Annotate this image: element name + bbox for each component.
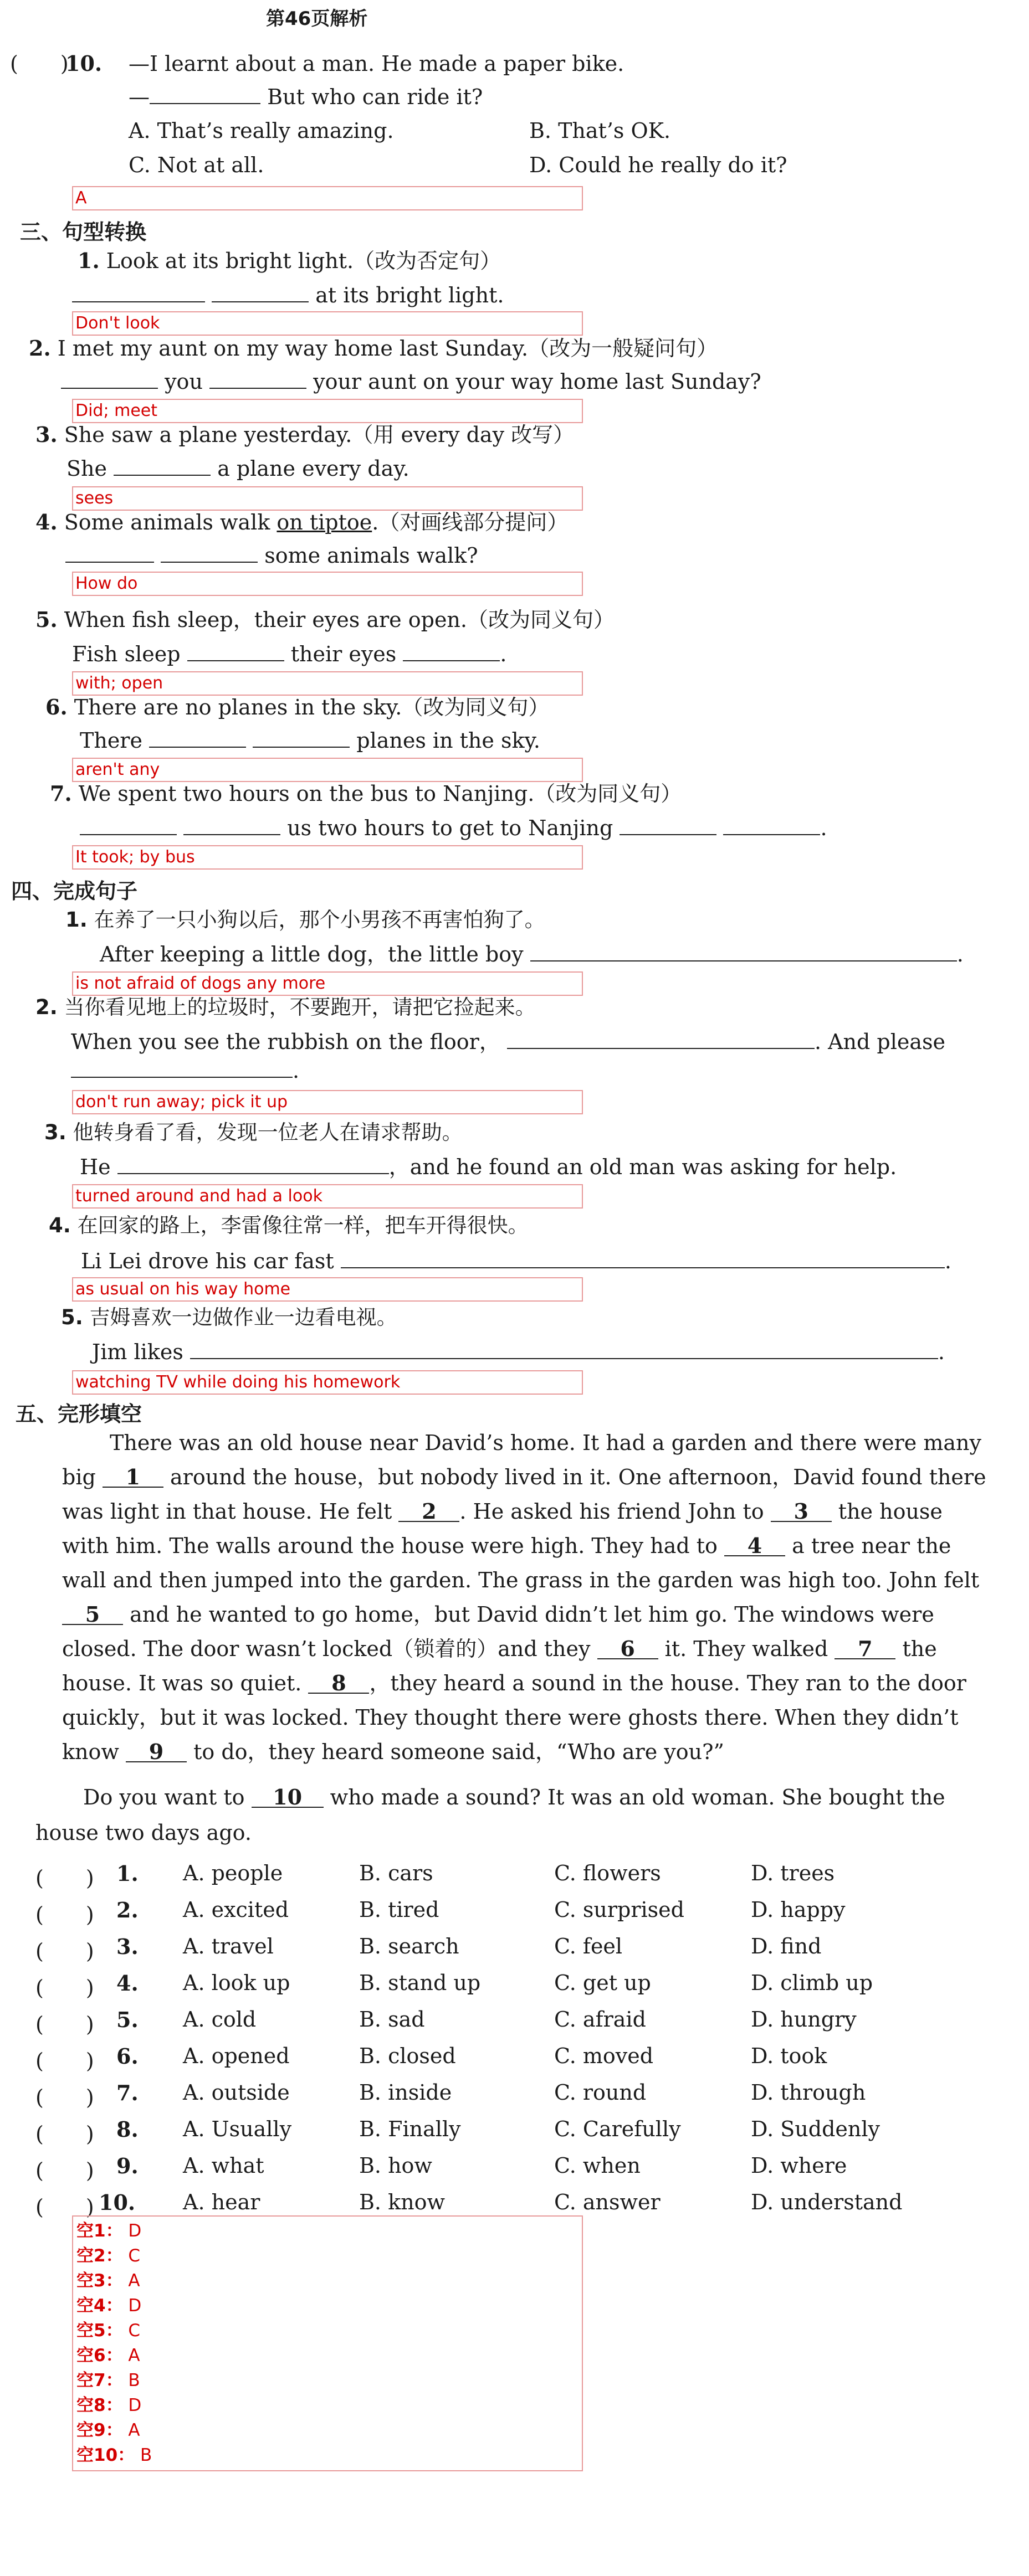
- s3-q4-line: some animals walk?: [65, 543, 478, 568]
- q10-number: 10.: [65, 51, 103, 76]
- cloze-blank-2[interactable]: 2: [398, 1499, 459, 1522]
- question-number: 7.: [116, 2080, 139, 2105]
- q10-blank[interactable]: [150, 84, 260, 104]
- option-d[interactable]: D. understand: [751, 2190, 903, 2214]
- q10-option-b: B. That’s OK.: [529, 119, 671, 143]
- cloze-blank-1[interactable]: 1: [103, 1464, 163, 1488]
- s3-q6-prompt: 6. There are no planes in the sky.（改为同义句）: [45, 695, 550, 719]
- q10-answer-box: A: [72, 186, 583, 210]
- option-a[interactable]: A. hear: [183, 2190, 260, 2214]
- cloze-blank-3[interactable]: 3: [771, 1499, 832, 1522]
- s3-q4-prompt: 4. Some animals walk on tiptoe.（对画线部分提问）: [35, 510, 569, 534]
- answer-row: 空8： D: [76, 2395, 142, 2415]
- cloze-blank-9[interactable]: 9: [126, 1739, 187, 1762]
- s4-q2-line2: .: [71, 1058, 299, 1083]
- option-d[interactable]: D. trees: [751, 1861, 835, 1885]
- option-a[interactable]: A. travel: [183, 1934, 274, 1958]
- option-a[interactable]: A. people: [183, 1861, 283, 1885]
- option-b[interactable]: B. how: [359, 2153, 432, 2178]
- passage-line-3: was light in that house. He felt 2 . He asked his friend John to 3 the house: [62, 1499, 943, 1524]
- question-number: 8.: [116, 2117, 139, 2142]
- s3-q4-answer: How do: [72, 572, 583, 596]
- s3-q3-answer: sees: [72, 486, 583, 511]
- s3-q7-line: us two hours to get to Nanjing .: [80, 815, 827, 841]
- s4-q3-cn: 3. 他转身看了看，发现一位老人在请求帮助。: [44, 1120, 463, 1144]
- section3-heading: 三、句型转换: [20, 220, 147, 244]
- question-number: 3.: [116, 1934, 139, 1959]
- s3-q3-prompt: 3. She saw a plane yesterday.（用 every day 改写）: [35, 422, 575, 447]
- option-c[interactable]: C. get up: [554, 1971, 651, 1995]
- s4-q5-answer: watching TV while doing his homework: [72, 1370, 583, 1395]
- option-b[interactable]: B. know: [359, 2190, 445, 2214]
- cloze-blank-10[interactable]: 10: [252, 1785, 324, 1808]
- question-number: 5.: [116, 2007, 139, 2032]
- answer-row: 空6： A: [76, 2346, 140, 2366]
- s3-q6-answer: aren't any: [72, 758, 583, 782]
- option-a[interactable]: A. excited: [183, 1898, 289, 1922]
- q10-option-d: D. Could he really do it?: [529, 153, 787, 177]
- option-d[interactable]: D. took: [751, 2044, 827, 2068]
- s3-q5-answer: with; open: [72, 671, 583, 696]
- question-number: 9.: [116, 2153, 139, 2178]
- question-number: 4.: [116, 1971, 139, 1996]
- passage-line-9: quickly，but it was locked. They thought there were ghosts there. When they didn’t: [62, 1705, 959, 1730]
- answer-row: 空4： D: [76, 2296, 142, 2316]
- answer-paren[interactable]: ( ): [35, 1903, 94, 1927]
- option-a[interactable]: A. outside: [183, 2080, 290, 2105]
- option-d[interactable]: D. climb up: [751, 1971, 873, 1995]
- answer-row: 空1： D: [76, 2221, 142, 2241]
- s4-q5-cn: 5. 吉姆喜欢一边做作业一边看电视。: [61, 1305, 397, 1329]
- answer-row: 空3： A: [76, 2271, 140, 2291]
- passage-line-2: big 1 around the house，but nobody lived in it. One afternoon，David found there: [62, 1464, 986, 1489]
- option-b[interactable]: B. cars: [359, 1861, 433, 1885]
- option-d[interactable]: D. where: [751, 2153, 847, 2178]
- passage-line-7: closed. The door wasn’t locked（锁着的）and they 6 it. They walked 7 the: [62, 1636, 937, 1661]
- option-d[interactable]: D. through: [751, 2080, 866, 2105]
- answer-row: 空2： C: [76, 2246, 141, 2266]
- option-a[interactable]: A. cold: [183, 2007, 257, 2032]
- s3-q1-line: at its bright light.: [72, 282, 504, 308]
- s3-q5-prompt: 5. When fish sleep，their eyes are open.（改为同义句）: [35, 607, 615, 632]
- q10-option-a: A. That’s really amazing.: [129, 119, 394, 143]
- answer-row: 空5： C: [76, 2321, 141, 2341]
- section4-heading: 四、完成句子: [11, 879, 138, 903]
- option-c[interactable]: C. afraid: [554, 2007, 646, 2032]
- option-c[interactable]: C. moved: [554, 2044, 654, 2068]
- passage-line-12: house two days ago.: [35, 1821, 252, 1845]
- option-a[interactable]: A. Usually: [183, 2117, 292, 2141]
- s4-q1-answer: is not afraid of dogs any more: [72, 971, 583, 996]
- q10-line1: —I learnt about a man. He made a paper bike.: [129, 52, 624, 76]
- q10-option-c: C. Not at all.: [129, 153, 264, 177]
- answer-paren[interactable]: ( ): [35, 2122, 94, 2146]
- question-number: 2.: [116, 1898, 139, 1922]
- s3-q2-answer: Did; meet: [72, 399, 583, 423]
- option-d[interactable]: D. happy: [751, 1898, 846, 1922]
- section5-heading: 五、完形填空: [16, 1402, 142, 1426]
- passage-line-8: house. It was so quiet. 8 ，they heard a sound in the house. They ran to the door: [62, 1670, 966, 1695]
- passage-line-6: 5 and he wanted to go home，but David didn’t let him go. The windows were: [62, 1602, 934, 1627]
- option-c[interactable]: C. round: [554, 2080, 647, 2105]
- option-a[interactable]: A. look up: [183, 1971, 290, 1995]
- option-b[interactable]: B. closed: [359, 2044, 456, 2068]
- s3-q3-line: She a plane every day.: [66, 456, 409, 481]
- option-c[interactable]: C. answer: [554, 2190, 661, 2214]
- s4-q4-cn: 4. 在回家的路上，李雷像往常一样，把车开得很快。: [49, 1214, 529, 1237]
- passage-line-1: There was an old house near David’s home. It had a garden and there were many: [110, 1431, 981, 1455]
- cloze-answer-box: [72, 2215, 583, 2471]
- s4-q1-cn: 1. 在养了一只小狗以后，那个小男孩不再害怕狗了。: [65, 908, 545, 932]
- s4-q2-cn: 2. 当你看见地上的垃圾时，不要跑开，请把它捡起来。: [35, 995, 536, 1019]
- s3-q2-line: you your aunt on your way home last Sunday?: [61, 369, 761, 394]
- s4-q1-en: After keeping a little dog，the little boy .: [100, 942, 964, 966]
- answer-paren[interactable]: ( ): [35, 2158, 94, 2183]
- option-a[interactable]: A. what: [183, 2153, 264, 2178]
- s4-q3-en: He ，and he found an old man was asking for help.: [80, 1155, 897, 1179]
- cloze-blank-8[interactable]: 8: [308, 1670, 369, 1694]
- option-b[interactable]: B. Finally: [359, 2117, 461, 2141]
- cloze-blank-5[interactable]: 5: [62, 1602, 123, 1625]
- option-b[interactable]: B. search: [359, 1934, 459, 1958]
- s4-q4-answer: as usual on his way home: [72, 1277, 583, 1302]
- option-c[interactable]: C. feel: [554, 1934, 623, 1958]
- passage-line-10: know 9 to do，they heard someone said，“Who are you?”: [62, 1739, 724, 1764]
- question-number: 1.: [116, 1861, 139, 1886]
- option-d[interactable]: D. find: [751, 1934, 822, 1958]
- s3-q6-line: There planes in the sky.: [80, 728, 540, 753]
- answer-paren[interactable]: ( ): [35, 2085, 94, 2110]
- s3-q1-answer: Don't look: [72, 311, 583, 336]
- answer-row: 空10： B: [76, 2445, 152, 2465]
- answer-paren[interactable]: ( ): [35, 1939, 94, 1963]
- page-title: 第46页解析: [266, 8, 368, 30]
- s3-q7-answer: It took; by bus: [72, 845, 583, 870]
- s4-q4-en: Li Lei drove his car fast .: [81, 1249, 951, 1273]
- s4-q2-en: When you see the rubbish on the floor， . And please: [71, 1030, 946, 1054]
- answer-paren[interactable]: ( ): [35, 2012, 94, 2037]
- answer-paren[interactable]: ( ): [35, 1976, 94, 2000]
- answer-row: 空7： B: [76, 2371, 140, 2390]
- option-d[interactable]: D. hungry: [751, 2007, 857, 2032]
- answer-paren[interactable]: ( ): [35, 2049, 94, 2073]
- s3-q5-line: Fish sleep their eyes .: [72, 642, 507, 666]
- s4-q2-answer: don't run away; pick it up: [72, 1090, 583, 1114]
- cloze-blank-6[interactable]: 6: [597, 1636, 658, 1659]
- option-c[interactable]: C. Carefully: [554, 2117, 681, 2141]
- s3-q2-prompt: 2. I met my aunt on my way home last Sunday.（改为一般疑问句）: [29, 336, 718, 361]
- q10-paren: ( ): [10, 52, 69, 76]
- answer-row: 空9： A: [76, 2420, 140, 2440]
- option-c[interactable]: C. surprised: [554, 1898, 684, 1922]
- option-c[interactable]: C. when: [554, 2153, 641, 2178]
- question-number: 10.: [99, 2190, 136, 2215]
- cloze-blank-4[interactable]: 4: [724, 1533, 785, 1556]
- option-b[interactable]: B. sad: [359, 2007, 425, 2032]
- question-number: 6.: [116, 2044, 139, 2069]
- q10-line2: — But who can ride it?: [129, 85, 483, 109]
- s4-q5-en: Jim likes .: [92, 1340, 945, 1364]
- option-d[interactable]: D. Suddenly: [751, 2117, 880, 2141]
- s4-q3-answer: turned around and had a look: [72, 1184, 583, 1209]
- option-b[interactable]: B. inside: [359, 2080, 452, 2105]
- option-b[interactable]: B. stand up: [359, 1971, 481, 1995]
- answer-paren[interactable]: ( ): [35, 1866, 94, 1890]
- cloze-blank-7[interactable]: 7: [835, 1636, 895, 1659]
- s3-q7-prompt: 7. We spent two hours on the bus to Nanjing.（改为同义句）: [50, 781, 682, 806]
- passage-line-4: with him. The walls around the house were high. They had to 4 a tree near the: [62, 1533, 951, 1558]
- option-c[interactable]: C. flowers: [554, 1861, 661, 1885]
- passage-line-11: Do you want to 10 who made a sound? It was an old woman. She bought the: [83, 1785, 945, 1809]
- option-a[interactable]: A. opened: [183, 2044, 290, 2068]
- passage-line-5: wall and then jumped into the garden. The grass in the garden was high too. John felt: [62, 1568, 980, 1592]
- answer-paren[interactable]: ( ): [35, 2195, 94, 2219]
- option-b[interactable]: B. tired: [359, 1898, 439, 1922]
- s3-q1-prompt: 1. Look at its bright light.（改为否定句）: [78, 248, 501, 273]
